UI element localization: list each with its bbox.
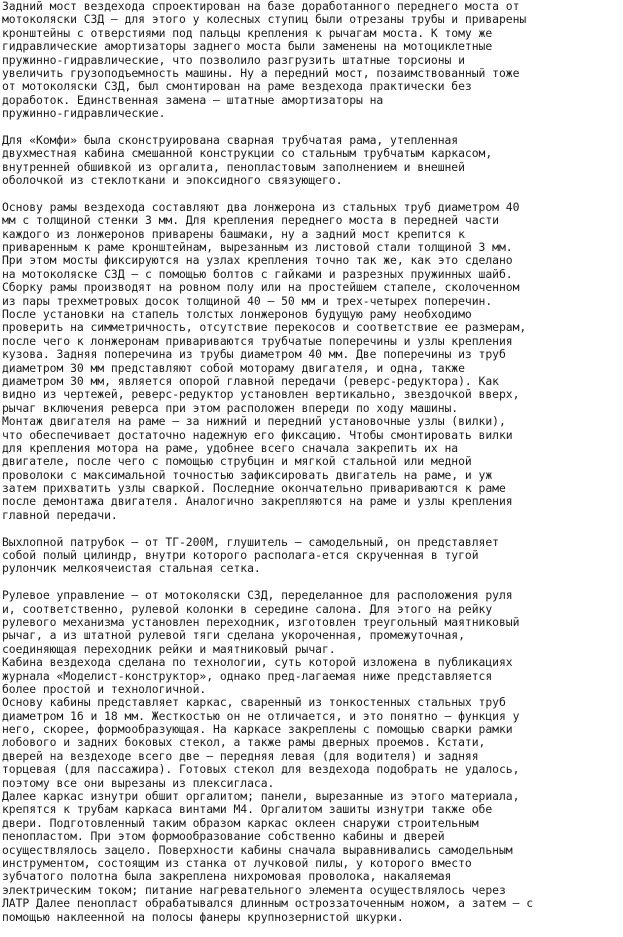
text-line: инструментом, состоящим из станка от лучковой пилы, у которого вместо [2,857,472,870]
text-line: проволоки с максимальной точностью зафиксировать двигатель на раме, и уж [2,468,493,482]
text-line: от мотоколяски СЗД, был смонтирован на раме вездехода практически без [2,80,472,94]
paragraph [2,536,623,576]
text-line: Для «Комфи» была сконструирована сварная трубчатая рама, утепленная [2,133,459,147]
text-line: на мотоколяске СЗД – с помощью болтов с гайками и разрезных пружинных шайб. [2,267,513,281]
paragraph [2,134,623,188]
text-line: кузова. Задняя поперечина из трубы диаметром 40 мм. Две поперечины из труб [2,348,506,362]
text-line: собой полый цилиндр, внутри которого располага-ется скрученная в тугой [2,549,479,563]
text-line: доработок. Единственная замена – штатные амортизаторы на [2,93,384,107]
text-line: Кабина вездехода сделана по технологии, суть которой изложена в публикациях [2,656,513,670]
text-line: Выхлопной патрубок – от ТГ-200М, глушитель – самодельный, он представляет [2,535,499,549]
text-line: журнала «Моделист-конструктор», однако пред-лагаемая ниже представляется [2,669,493,683]
text-line: что обеспечивает достаточно надежную его фиксацию. Чтобы смонтировать вилки [2,428,513,442]
text-line: из пары трехметровых досок толщиной 40 – 50 мм и трех-четырех поперечин. [2,294,493,308]
text-line: мм с толщиной стенки 3 мм. Для крепления переднего моста в передней части [2,214,499,228]
text-line: него, скорее, формообразующая. На каркасе закреплены с помощью сварки рамки [2,723,513,737]
text-line: видно из чертежей, реверс-редуктор установлен вертикально, звездочкой вверх, [2,388,520,402]
text-line: более простой и технологичной. [2,682,207,696]
text-line: приваренным к раме кронштейнам, вырезанным из листовой стали толщиной 3 мм. [2,241,513,255]
text-line: диаметром 16 и 18 мм. Жесткостью он не отличается, и это понятно – функция у [2,709,520,723]
text-line: пенопластом. При этом формообразование собственно кабины и дверей [2,830,445,844]
text-line: увеличить грузоподъемность машины. Ну а передний мост, позаимствованный тоже [2,66,520,80]
text-line: помощью наклеенной на полосы фанеры крупнозернистой шкурки. [2,910,404,924]
text-line: для крепления мотора на раме, удобнее всего сначала закрепить их на [2,441,459,455]
text-line: пружинно-гидравлические, что позволило разгрузить штатные торсионы и [2,53,465,67]
text-line: после чего к лонжеронам привариваются трубчатые поперечины и узлы крепления [2,334,513,348]
text-line: ЛАТР Далее пенопласт обрабатывался длинным остроззаточенным ножом, а затем – с [2,897,534,911]
text-line: рулончик мелкоячеистая стальная сетка. [2,562,261,576]
text-line: лобового и задних боковых стекол, а также рамы дверных проемов. Кстати, [2,736,486,750]
text-line: после демонтажа двигателя. Аналогично закрепляются на раме и узлы крепления [2,495,513,509]
text-line: Монтаж двигателя на раме – за нижний и передний установочные узлы (вилки), [2,415,506,429]
text-line: соединяющая переходник рейки и маятниковый рычаг. [2,642,336,656]
text-line: внутренней обшивкой из оргалита, пенопластовым заполнением и внешней [2,160,465,174]
text-line: кронштейны с отверстиями под пальцы крепления к рычагам моста. К тому же [2,26,493,40]
text-line: диаметром 30 мм представляют собой моторамy двигателя, и одна, также [2,361,465,375]
text-line: диаметром 30 мм, является опорой главной передачи (реверс-редуктора). Как [2,374,499,388]
paragraph [2,0,623,121]
text-line: поэтому все они вырезаны из плексигласа. [2,776,275,790]
text-line: рычаг включения реверса при этом расположен впереди по ходу машины. [2,401,459,415]
text-line: дверей на вездеходе всего две – передняя левая (для водителя) и задняя [2,749,479,763]
text-line: Рулевое управление – от мотоколяски СЗД, переделанное для расположения руля [2,589,513,603]
text-line: и, соответственно, рулевой колонки в середине салона. Для этого на рейку [2,602,493,616]
text-line: двери. Подготовленный таким образом каркас оклеен снаружи строительным [2,816,479,830]
text-line: Основу кабины представляет каркас, сваренный из тонкостенных стальных труб [2,696,506,710]
text-line: Задний мост вездехода спроектирован на базе доработанного переднего моста от [2,0,520,13]
text-line: гидравлические амортизаторы заднего моста были заменены на мотоциклетные [2,40,493,54]
text-line: пружинно-гидравлические. [2,107,166,121]
text-line: затем прихватить узлы сваркой. Последние окончательно привариваются к раме [2,482,506,496]
paragraph [2,201,623,522]
text-line: торцевая (для пассажира). Готовых стекол для вездехода подобрать не удалось, [2,763,520,777]
text-line: оболочкой из стеклоткани и эпоксидного связующего. [2,174,343,188]
text-line: осуществлялось зацело. Поверхности кабины сначала выравнивались самодельным [2,843,513,857]
text-line: электрическим током; питание нагревательного элемента осуществлялось через [2,883,506,897]
text-line: главной передачи. [2,508,118,522]
text-line: каждого из лонжеронов приварены башмаки, ну а задний мост крепится к [2,227,465,241]
text-line: Основу рамы вездехода составляют два лонжерона из стальных труб диаметром 40 [2,200,520,214]
text-line: рычаг, а из штатной рулевой тяги сделана укороченная, промежуточная, [2,629,465,643]
text-line: При этом мосты фиксируются на узлах крепления точно так же, как это сделано [2,254,513,268]
text-line: крепятся к трубам каркаса винтами М4. Оргалитом зашиты изнутри также обе [2,803,493,817]
paragraph [2,589,623,924]
text-line: Сборку рамы производят на ровном полу или на простейшем стапеле, сколоченном [2,281,520,295]
text-line: двухместная кабина смешанной конструкции со стальным трубчатым каркасом, [2,147,493,161]
text-line: двигателе, после чего с помощью струбцин и мягкой стальной или медной [2,455,472,469]
text-line: рулевого механизма установлен переходник, изготовлен треугольный маятниковый [2,615,520,629]
text-line: мотоколяски СЗД – для этого у колесных ступиц были отрезаны трубы и приварены [2,13,527,27]
text-line: проверить на симметричность, отсутствие перекосов и соответствие ее размерам, [2,321,527,335]
text-line: Далее каркас изнутри обшит оргалитом; панели, вырезанные из этого материала, [2,790,520,804]
text-line: зубчатого полотна была закреплена нихромовая проволока, накаляемая [2,870,452,884]
text-line: После установки на стапель толстых лонжеронов будущую раму необходимо [2,307,472,321]
